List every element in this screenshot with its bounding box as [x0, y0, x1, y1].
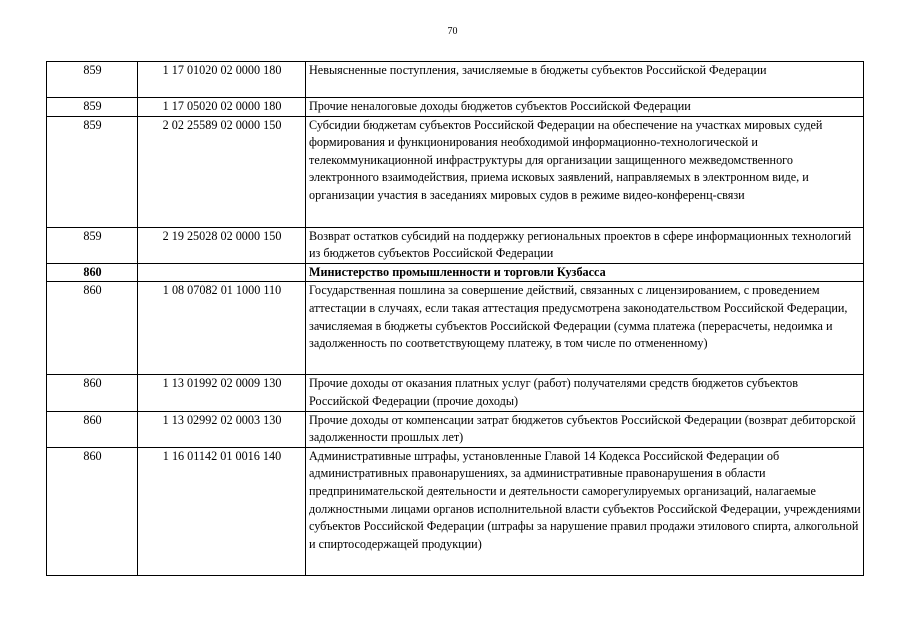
- revenue-name-cell: Субсидии бюджетам субъектов Российской Федерации на обеспечение на участках мировых судей формирования и функционирования необходимой информационно-технологической и телекоммуникационной инфраструктуры для организации защищенного межведомственного электронного взаимодействия, приема исковых заявлений, направляемых в электронном виде, и организации участия в заседаниях мировых судов в режиме видео-конференц-связи: [306, 116, 864, 227]
- revenue-name-cell: Административные штрафы, установленные Главой 14 Кодекса Российской Федерации об административных правонарушениях, за административные правонарушения в области предпринимательской деятельности и деятельности саморегулируемых организаций, налагаемые должностными лицами органов исполнительной власти субъектов Российской Федерации, учреждениями субъектов Российской Федерации (штрафы за нарушение правил продажи этилового спирта, алкогольной и спиртосодержащей продукции): [306, 447, 864, 575]
- table-row: [47, 227, 864, 263]
- revenue-code-cell: 1 13 02992 02 0003 130: [138, 411, 306, 447]
- admin-code-cell: 859: [47, 116, 138, 227]
- admin-code-cell: 860: [47, 282, 138, 375]
- admin-code-cell: 860: [47, 263, 138, 282]
- revenue-name-cell: Прочие доходы от оказания платных услуг (работ) получателями средств бюджетов субъектов Российской Федерации (прочие доходы): [306, 375, 864, 411]
- page-number: 70: [447, 26, 458, 37]
- revenue-classification-table: [46, 61, 864, 576]
- revenue-code-cell: 2 02 25589 02 0000 150: [138, 116, 306, 227]
- revenue-name-cell: Прочие неналоговые доходы бюджетов субъектов Российской Федерации: [306, 98, 864, 117]
- admin-code-cell: 860: [47, 411, 138, 447]
- revenue-code-cell: 1 16 01142 01 0016 140: [138, 447, 306, 575]
- revenue-code-cell: 1 17 05020 02 0000 180: [138, 98, 306, 117]
- table-section-row: [47, 263, 864, 282]
- admin-code-cell: 859: [47, 227, 138, 263]
- revenue-name-cell: Прочие доходы от компенсации затрат бюджетов субъектов Российской Федерации (возврат дебиторской задолженности прошлых лет): [306, 411, 864, 447]
- table-row: [47, 375, 864, 411]
- revenue-code-cell: 1 17 01020 02 0000 180: [138, 62, 306, 98]
- revenue-name-cell: Государственная пошлина за совершение действий, связанных с лицензированием, с проведением аттестации в случаях, если такая аттестация предусмотрена законодательством Российской Федерации, зачисляемая в бюджеты субъектов Российской Федерации (сумма платежа (перерасчеты, недоимка и задолженность по соответствующему платежу, в том числе по отмененному): [306, 282, 864, 375]
- revenue-name-cell: Возврат остатков субсидий на поддержку региональных проектов в сфере информационных технологий из бюджетов субъектов Российской Федерации: [306, 227, 864, 263]
- revenue-code-cell: 2 19 25028 02 0000 150: [138, 227, 306, 263]
- revenue-code-cell: 1 13 01992 02 0009 130: [138, 375, 306, 411]
- revenue-name-cell: Министерство промышленности и торговли Кузбасса: [306, 263, 864, 282]
- table-row: [47, 98, 864, 117]
- admin-code-cell: 859: [47, 62, 138, 98]
- table-row: [47, 116, 864, 227]
- revenue-code-cell: [138, 263, 306, 282]
- admin-code-cell: 860: [47, 375, 138, 411]
- admin-code-cell: 859: [47, 98, 138, 117]
- table-body: [47, 62, 864, 576]
- revenue-code-cell: 1 08 07082 01 1000 110: [138, 282, 306, 375]
- revenue-name-cell: Невыясненные поступления, зачисляемые в бюджеты субъектов Российской Федерации: [306, 62, 864, 98]
- table-row: [47, 62, 864, 98]
- table-row: [47, 447, 864, 575]
- table-row: [47, 411, 864, 447]
- table-row: [47, 282, 864, 375]
- admin-code-cell: 860: [47, 447, 138, 575]
